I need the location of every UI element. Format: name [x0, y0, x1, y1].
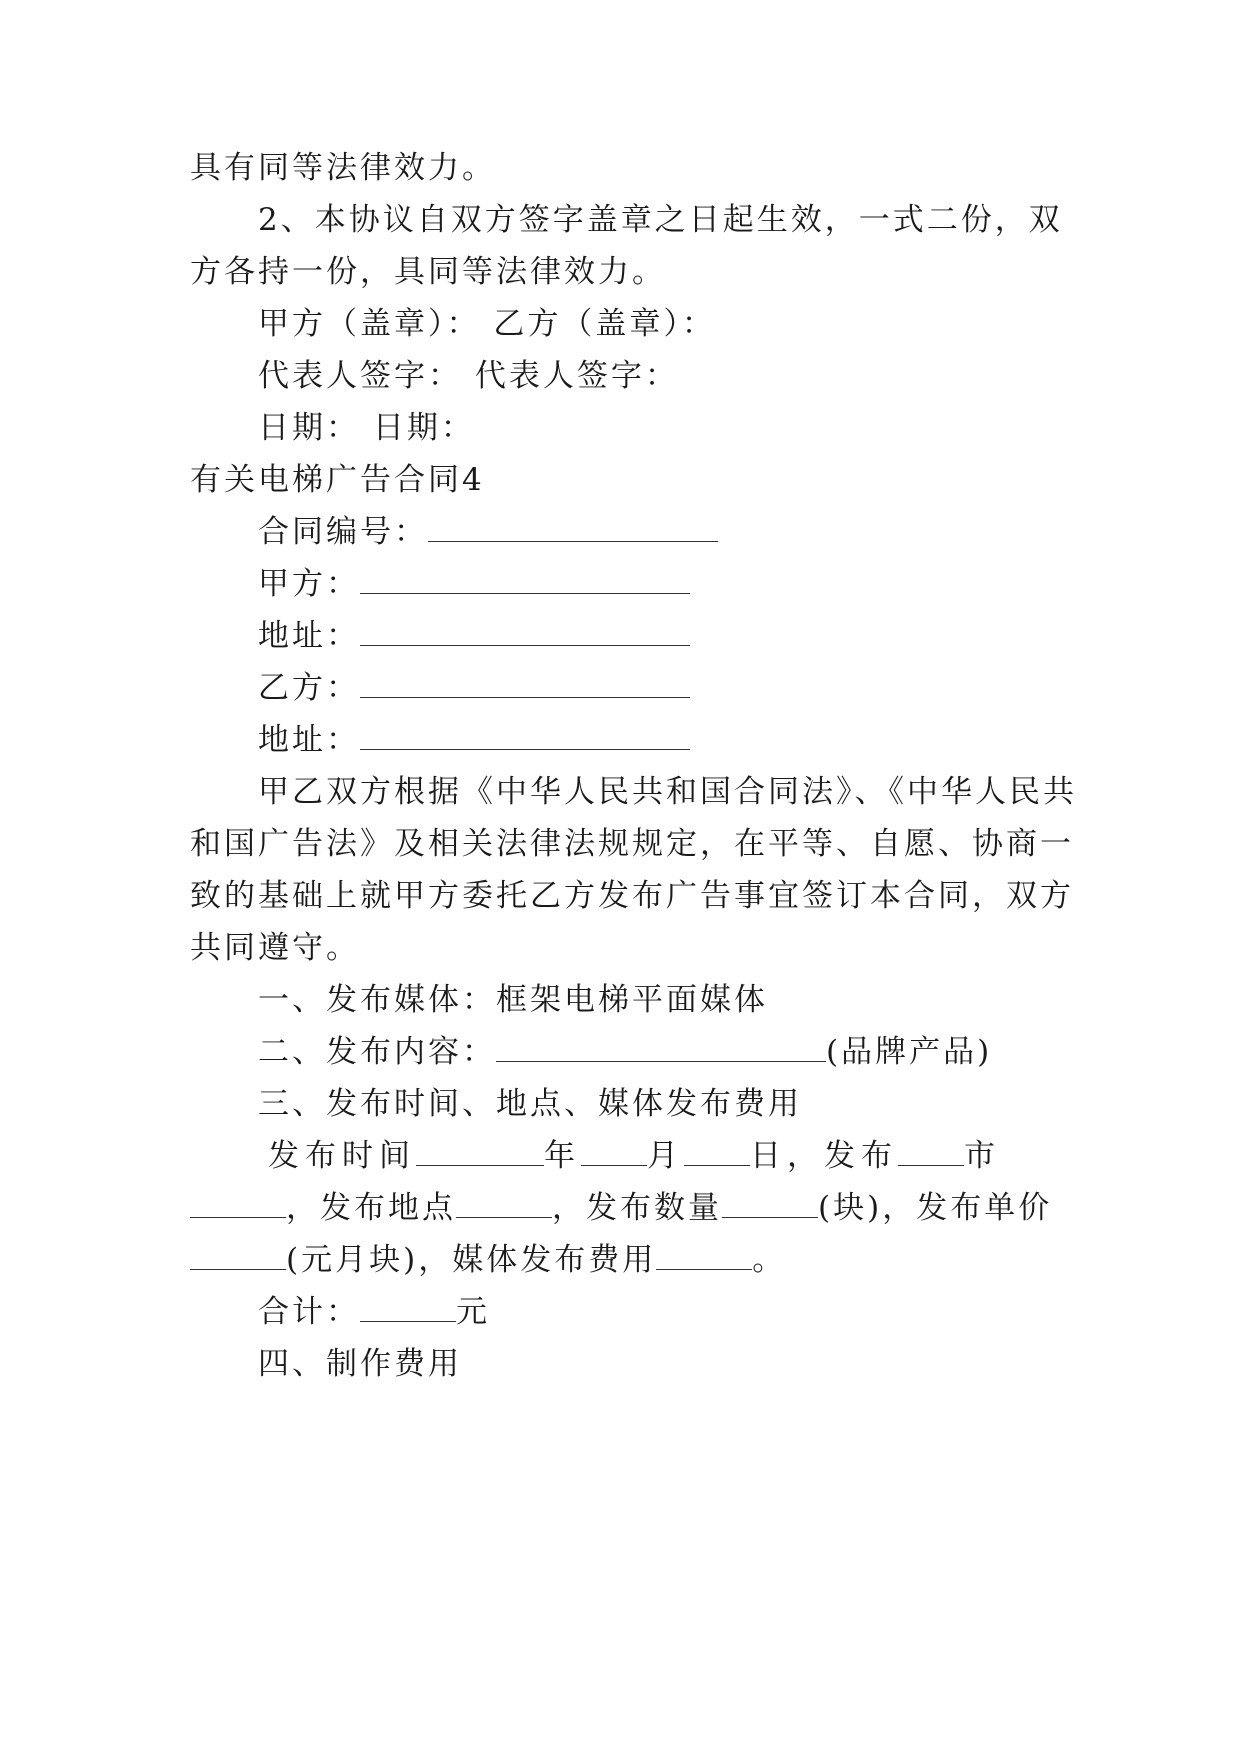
publish-time-line1	[268, 1136, 1001, 1176]
party-b-label: 乙方：	[258, 670, 360, 706]
month-label: 月	[647, 1138, 684, 1174]
intro-line-4: 共同遵守。	[190, 930, 360, 966]
publish-quantity-label: ，发布数量	[552, 1190, 722, 1226]
intro-line-3: 致的基础上就甲方委托乙方发布广告事宜签订本合同，双方	[190, 878, 1074, 914]
publish-content-label: 二、发布内容：	[258, 1034, 496, 1070]
total-row	[258, 1292, 490, 1332]
month-blank	[581, 1139, 647, 1166]
city-blank	[898, 1139, 964, 1166]
total-label: 合计：	[258, 1294, 360, 1330]
intro-line-1: 甲乙双方根据《中华人民共和国合同法》、《中华人民共	[258, 774, 1077, 810]
item-time-place-fee: 三、发布时间、地点、媒体发布费用	[258, 1086, 802, 1122]
year-blank	[416, 1139, 544, 1166]
party-a-label: 甲方：	[258, 566, 360, 602]
contract-number-row	[258, 512, 718, 552]
contract-title: 有关电梯广告合同4	[190, 462, 485, 498]
signature-seal-row	[258, 304, 716, 344]
party-b-row	[258, 668, 690, 708]
party-b-seal-label: 乙方（盖章）：	[493, 306, 716, 342]
quantity-blank	[722, 1191, 818, 1218]
publish-content-blank	[496, 1035, 826, 1062]
publish-time-label: 发布时间	[268, 1138, 416, 1174]
clause-effective-line1: 2、本协议自双方签字盖章之日起生效，一式二份，双	[258, 202, 1063, 238]
item-production-fee: 四、制作费用	[258, 1346, 462, 1382]
publish-place-label: ，发布地点	[286, 1190, 456, 1226]
party-b-blank	[360, 671, 690, 698]
party-a-seal-label: 甲方（盖章）：	[258, 306, 481, 342]
item-publish-media: 一、发布媒体：框架电梯平面媒体	[258, 982, 768, 1018]
year-label: 年	[544, 1138, 581, 1174]
day-blank	[684, 1139, 750, 1166]
period-end: 。	[752, 1242, 787, 1278]
total-unit: 元	[456, 1294, 490, 1330]
contract-number-label: 合同编号：	[258, 514, 428, 550]
publish-time-line2	[190, 1188, 1052, 1228]
publish-content-suffix: (品牌产品)	[826, 1034, 993, 1070]
representative-row	[258, 356, 679, 396]
party-a-date-label: 日期：	[258, 410, 360, 446]
party-a-row	[258, 564, 690, 604]
clause-effective-line2: 方各持一份，具同等法律效力。	[190, 254, 666, 290]
day-publish-label: 日，发布	[750, 1138, 898, 1174]
party-b-representative-label: 代表人签字：	[474, 358, 679, 394]
address-a-blank	[360, 619, 690, 646]
block-unit-price-label: (块)，发布单价	[818, 1190, 1053, 1226]
party-a-blank	[360, 567, 690, 594]
unit-price-blank	[190, 1243, 286, 1270]
place-blank	[456, 1191, 552, 1218]
city-label: 市	[964, 1138, 1001, 1174]
date-row	[258, 408, 475, 448]
party-a-representative-label: 代表人签字：	[258, 358, 462, 394]
intro-line-2: 和国广告法》及相关法律法规规定，在平等、自愿、协商一	[190, 826, 1074, 862]
item-publish-content	[258, 1032, 992, 1072]
media-fee-label: (元月块)，媒体发布费用	[286, 1242, 657, 1278]
contract-number-blank	[428, 515, 718, 542]
address-a-row	[258, 616, 690, 656]
address-b-row	[258, 720, 690, 760]
address-b-label: 地址：	[258, 722, 360, 758]
paragraph-equal-effect: 具有同等法律效力。	[190, 150, 496, 186]
city-continuation-blank	[190, 1191, 286, 1218]
total-blank	[360, 1295, 456, 1322]
party-b-date-label: 日期：	[372, 410, 475, 446]
address-a-label: 地址：	[258, 618, 360, 654]
address-b-blank	[360, 723, 690, 750]
publish-time-line3	[190, 1240, 786, 1280]
media-fee-blank	[656, 1243, 752, 1270]
